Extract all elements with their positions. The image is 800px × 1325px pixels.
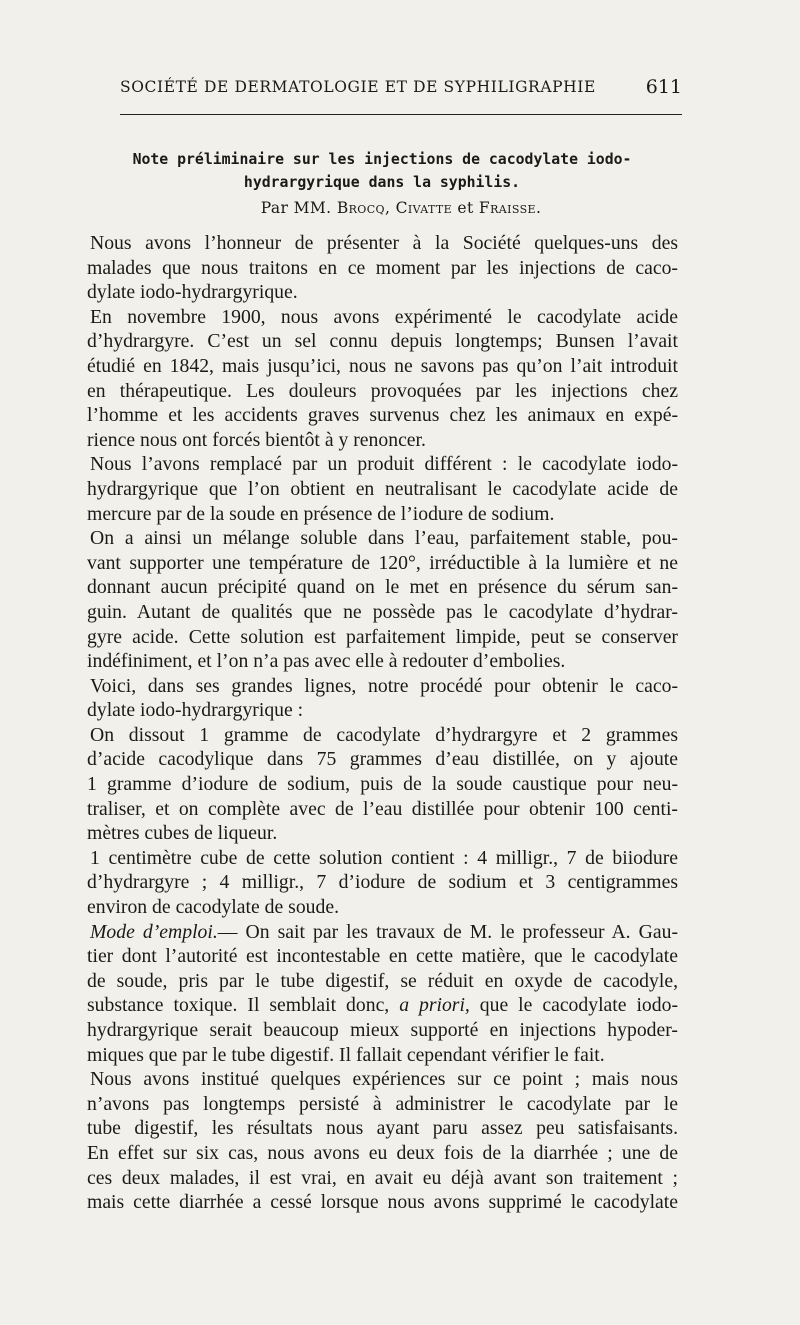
author-civatte: Civatte — [395, 199, 453, 217]
paragraph-2 — [84, 305, 678, 453]
note-title-line-2: hydrargyrique dans la syphilis. — [243, 174, 521, 191]
text-line: d’hydrargyre ; 4 milligr., 7 d’iodure de sodium et 3 centigrammes — [87, 871, 678, 894]
text-line: 1 gramme d’iodure de sodium, puis de la soude caustique pour neu- — [87, 773, 678, 796]
text-line — [84, 920, 678, 945]
body-text — [84, 231, 678, 1215]
text-line: ces deux malades, il est vrai, en avait eu déjà avant son traitement ; — [87, 1166, 678, 1189]
text-line: vant supporter une température de 120°, irréductible à la lumière et ne — [87, 551, 678, 574]
text-line: Voici, dans ses grandes lignes, notre procédé pour obtenir le caco- — [90, 674, 678, 697]
text-line: Nous l’avons remplacé par un produit différent : le cacodylate iodo- — [90, 453, 678, 476]
text-line: donnant aucun précipité quand on le met en présence du sérum san- — [87, 576, 678, 599]
paragraph-8 — [84, 920, 678, 1068]
text-line: En novembre 1900, nous avons expérimenté le cacodylate acide — [90, 305, 678, 328]
text-line: tube digestif, les résultats nous ayant paru assez peu satisfaisants. — [87, 1117, 678, 1140]
text-line: environ de cacodylate de soude. — [87, 896, 340, 919]
text-line: miques que par le tube digestif. Il fallait cependant vérifier le fait. — [87, 1043, 605, 1066]
text-line: mètres cubes de liqueur. — [87, 822, 278, 845]
text-line: traliser, et on complète avec de l’eau distillée pour obtenir 100 centi- — [87, 797, 678, 820]
paragraph-7 — [84, 846, 678, 920]
author-fraisse: Fraisse — [478, 199, 536, 217]
text-line: de soude, pris par le tube digestif, se réduit en oxyde de cacodyle, — [87, 969, 678, 992]
paragraph-4 — [84, 526, 678, 674]
text-line: Nous avons institué quelques expériences sur ce point ; mais nous — [90, 1068, 678, 1091]
note-title — [120, 148, 644, 194]
text-line: d’hydrargyre. C’est un sel connu depuis longtemps; Bunsen l’avait — [87, 330, 678, 353]
paragraph-6 — [84, 723, 678, 846]
text-line: l’homme et les accidents graves survenus chez les animaux en expé- — [87, 404, 678, 427]
text-line: mais cette diarrhée a cessé lorsque nous avons supprimé le cacodylate — [87, 1191, 678, 1214]
authors-prefix: Par MM. — [260, 199, 337, 217]
text-line: tier dont l’autorité est incontestable en cette matière, que le cacodylate — [87, 945, 678, 968]
text-line: On dissout 1 gramme de cacodylate d’hydrargyre et 2 grammes — [90, 723, 678, 746]
text-line: En effet sur six cas, nous avons eu deux fois de la diarrhée ; une de — [87, 1141, 678, 1164]
authors-separator-1: , — [384, 199, 396, 217]
text-line: dylate iodo-hydrargyrique. — [87, 281, 298, 304]
authors-end: . — [535, 199, 542, 217]
header-rule — [120, 114, 682, 115]
page-number: 611 — [645, 76, 682, 98]
text-line: étudié en 1842, mais jusqu’ici, nous ne savons pas qu’on l’ait introduit — [87, 354, 678, 377]
text-line: mercure par de la soude en présence de l’iodure de sodium. — [87, 502, 555, 525]
text-line: hydrargyrique que l’on obtient en neutralisant le cacodylate acide de — [87, 477, 678, 500]
text-line: guin. Autant de qualités que ne possède pas le cacodylate d’hydrar- — [87, 600, 678, 623]
text-line — [84, 993, 678, 1018]
paragraph-5 — [84, 674, 678, 723]
text-line: rience nous ont forcés bientôt à y renoncer. — [87, 428, 426, 451]
text-line: dylate iodo-hydrargyrique : — [87, 699, 304, 722]
text-line: hydrargyrique serait beaucoup mieux supporté en injections hypoder- — [87, 1019, 678, 1041]
paragraph-9 — [84, 1067, 678, 1215]
author-brocq: Brocq — [336, 199, 385, 217]
text-line: indéfiniment, et l’on n’a pas avec elle à redouter d’embolies. — [87, 650, 566, 673]
running-head — [120, 76, 682, 100]
running-title: SOCIÉTÉ DE DERMATOLOGIE ET DE SYPHILIGRAPHIE — [120, 78, 596, 96]
text-run: substance toxique. Il semblait donc, — [87, 994, 400, 1017]
italic-a-priori: a priori, — [399, 994, 470, 1017]
text-line: On a ainsi un mélange soluble dans l’eau, parfaitement stable, pou- — [90, 527, 678, 550]
text-run: que le cacodylate iodo- — [469, 994, 679, 1017]
text-run: — On sait par les travaux de M. le professeur A. Gau- — [217, 920, 678, 943]
text-line: d’acide cacodylique dans 75 grammes d’eau distillée, on y ajoute — [87, 748, 678, 771]
authors-line — [120, 199, 682, 217]
section-heading-mode-emploi: Mode d’emploi. — [90, 920, 218, 943]
text-line: en thérapeutique. Les douleurs provoquées par les injections chez — [87, 379, 678, 402]
paragraph-3 — [84, 452, 678, 526]
text-line: malades que nous traitons en ce moment par les injections de caco- — [87, 256, 678, 279]
text-line: gyre acide. Cette solution est parfaitement limpide, peut se conserver — [87, 625, 678, 648]
paragraph-1 — [84, 231, 678, 305]
authors-separator-2: et — [452, 199, 479, 217]
text-line: 1 centimètre cube de cette solution contient : 4 milligr., 7 de biiodure — [90, 846, 678, 869]
note-title-line-1: Note préliminaire sur les injections de cacodylate iodo- — [132, 151, 632, 168]
text-line: Nous avons l’honneur de présenter à la Société quelques-uns des — [90, 232, 678, 254]
text-line: n’avons pas longtemps persisté à administrer le cacodylate par le — [87, 1092, 678, 1115]
